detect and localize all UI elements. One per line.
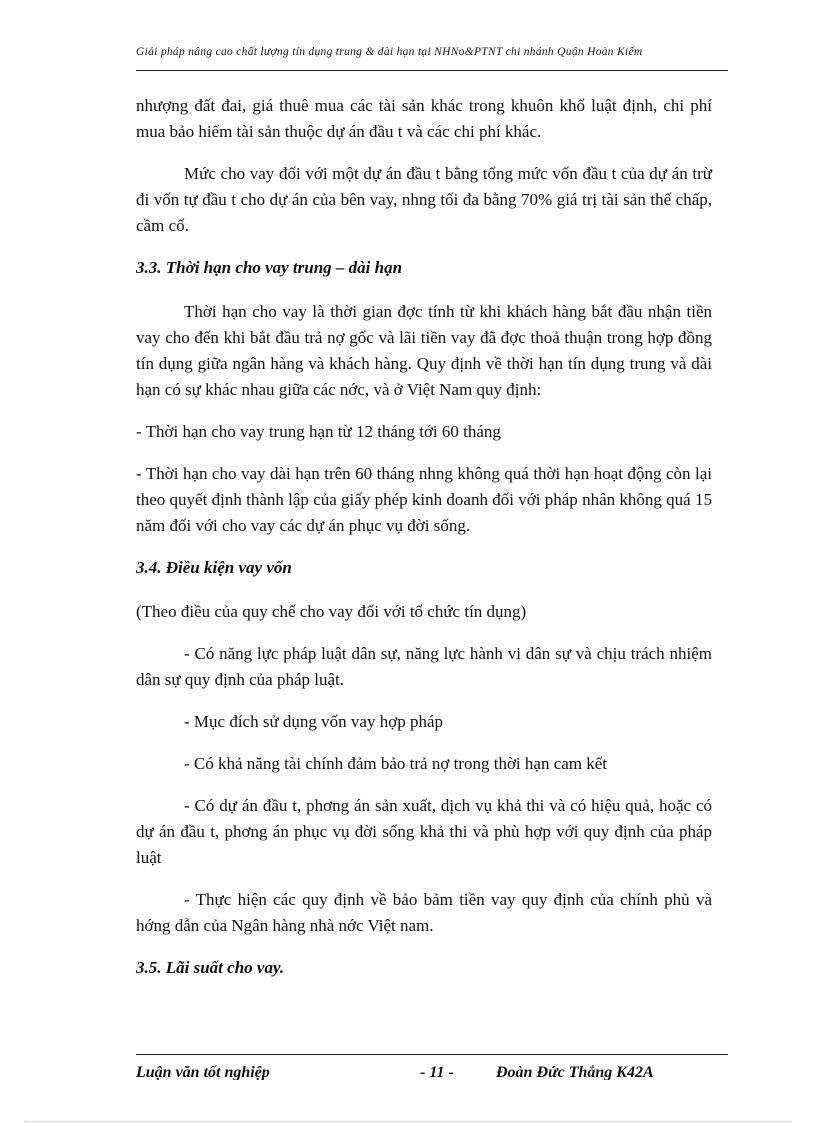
page-edge-divider	[24, 1121, 792, 1122]
paragraph-2: Mức cho vay đối với một dự án đầu t bằng tổng mức vốn đầu t của dự án trừ đi vốn tự đầu t cho dự án của bên vay, nhng tối đa bằng 70% giá trị tài sản thế chấp, cầm cố.	[136, 164, 712, 235]
page-number: - 11 -	[420, 1064, 454, 1080]
heading-3-5: 3.5. Lãi suất cho vay.	[136, 958, 285, 977]
paragraph-9: - Có khả năng tài chính đảm bảo trả nợ trong thời hạn cam kết	[184, 754, 608, 773]
footer-author: Đoàn Đức Thắng K42A	[496, 1064, 654, 1080]
paragraph-11: - Thực hiện các quy định về bảo bảm tiền vay quy định của chính phủ và hớng dẫn của Ngân hàng nhà nớc Việt nam.	[136, 890, 712, 935]
footer-thesis-label: Luận văn tốt nghiệp	[136, 1064, 270, 1080]
header-divider	[136, 70, 728, 71]
paragraph-5: - Thời hạn cho vay dài hạn trên 60 tháng nhng không quá thời hạn hoạt động còn lại theo quyết định thành lập của giấy phép kinh doanh đối với pháp nhân không quá 15 năm đối với cho vay các dự án phục vụ đời sống.	[136, 464, 712, 535]
paragraph-1: nhượng đất đai, giá thuê mua các tài sản khác trong khuôn khổ luật định, chi phí mua bảo hiểm tài sản thuộc dự án đầu t và các chi phí khác.	[136, 96, 712, 141]
heading-3-4: 3.4. Điều kiện vay vốn	[136, 558, 292, 577]
running-header: Giải pháp nâng cao chất lượng tín dụng trung & dài hạn tại NHNo&PTNT chi nhánh Quận Hoàn Kiếm	[136, 46, 643, 58]
paragraph-6: (Theo điều của quy chế cho vay đối với tổ chức tín dụng)	[136, 602, 527, 621]
page-body	[136, 93, 712, 999]
paragraph-10: - Có dự án đầu t, phơng án sản xuất, dịch vụ khả thi và có hiệu quả, hoặc có dự án đầu t, phơng án phục vụ đời sống khả thi và phù hợp với quy định của pháp luật	[136, 796, 712, 867]
paragraph-4: - Thời hạn cho vay trung hạn từ 12 tháng tới 60 tháng	[136, 422, 501, 441]
heading-3-3: 3.3. Thời hạn cho vay trung – dài hạn	[136, 258, 403, 277]
paragraph-3: Thời hạn cho vay là thời gian đợc tính từ khi khách hàng bắt đầu nhận tiền vay cho đến khi bắt đầu trả nợ gốc và lãi tiền vay đã đợc thoả thuận trong hợp đồng tín dụng giữa ngân hàng và khách hàng. Quy định về thời hạn tín dụng trung và dài hạn có sự khác nhau giữa các nớc, và ở Việt Nam quy định:	[136, 302, 712, 399]
paragraph-8: - Mục đích sử dụng vốn vay hợp pháp	[184, 712, 444, 731]
footer-divider	[136, 1054, 728, 1055]
page-footer	[136, 1064, 728, 1080]
paragraph-7: - Có năng lực pháp luật dân sự, năng lực hành vi dân sự và chịu trách nhiệm dân sự quy định của pháp luật.	[136, 644, 712, 689]
